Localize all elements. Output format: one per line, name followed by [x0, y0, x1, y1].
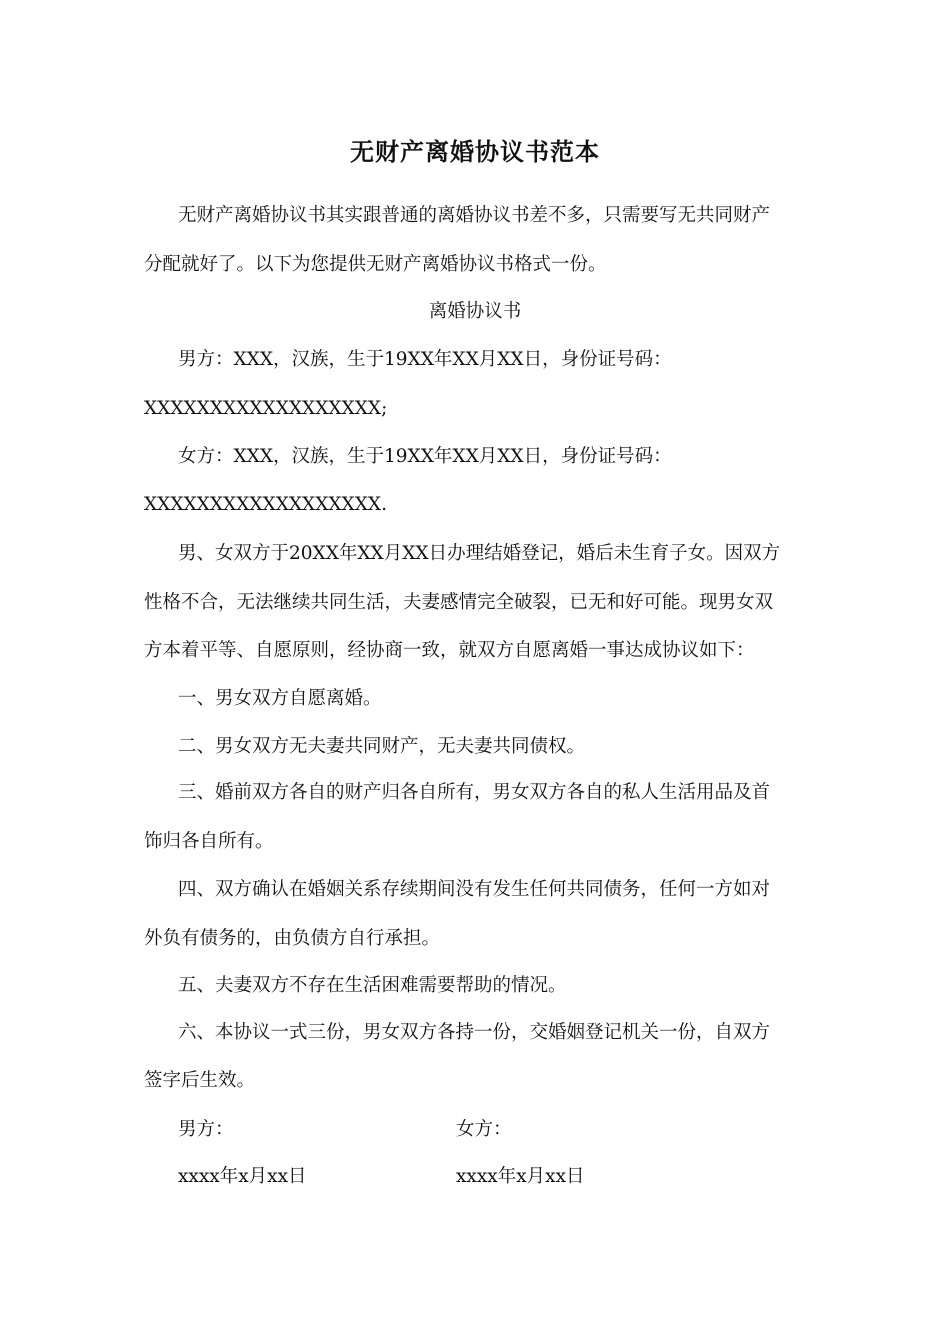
- man-signature-label: 男方：: [178, 1119, 234, 1140]
- marriage-paragraph-line: 性格不合，无法继续共同生活，夫妻感情完全破裂，已无和好可能。现男女双: [144, 592, 774, 613]
- man-info-line: 男方：XXX，汉族，生于19XX年XX月XX日，身份证号码：: [178, 349, 672, 370]
- man-signature-date: xxxx年x月xx日: [178, 1166, 307, 1187]
- clause-5: 五、夫妻双方不存在生活困难需要帮助的情况。: [178, 975, 567, 996]
- clause-3-line: 三、婚前双方各自的财产归各自所有，男女双方各自的私人生活用品及首: [178, 782, 771, 803]
- document-title: 无财产离婚协议书范本: [350, 137, 600, 166]
- clause-3-line: 饰归各自所有。: [144, 831, 274, 852]
- woman-signature-label: 女方：: [456, 1119, 512, 1140]
- woman-signature-date: xxxx年x月xx日: [456, 1166, 585, 1187]
- clause-1: 一、男女双方自愿离婚。: [178, 688, 382, 709]
- marriage-paragraph-line: 男、女双方于20XX年XX月XX日办理结婚登记，婚后未生育子女。因双方: [178, 543, 781, 564]
- clause-6-line: 六、本协议一式三份，男女双方各持一份，交婚姻登记机关一份，自双方: [178, 1022, 771, 1043]
- clause-4-line: 外负有债务的，由负债方自行承担。: [144, 928, 441, 949]
- woman-id-number: XXXXXXXXXXXXXXXXXX.: [144, 494, 387, 515]
- clause-4-line: 四、双方确认在婚姻关系存续期间没有发生任何共同债务，任何一方如对: [178, 879, 771, 900]
- man-id-number: XXXXXXXXXXXXXXXXXX;: [144, 398, 388, 419]
- clause-6-line: 签字后生效。: [144, 1070, 256, 1091]
- marriage-paragraph-line: 方本着平等、自愿原则，经协商一致，就双方自愿离婚一事达成协议如下：: [144, 640, 755, 661]
- clause-2: 二、男女双方无夫妻共同财产，无夫妻共同债权。: [178, 736, 586, 757]
- intro-paragraph-line: 无财产离婚协议书其实跟普通的离婚协议书差不多，只需要写无共同财产: [178, 205, 771, 226]
- intro-paragraph-line: 分配就好了。以下为您提供无财产离婚协议书格式一份。: [144, 254, 607, 275]
- agreement-subtitle: 离婚协议书: [428, 301, 522, 322]
- woman-info-line: 女方：XXX，汉族，生于19XX年XX月XX日，身份证号码：: [178, 446, 672, 467]
